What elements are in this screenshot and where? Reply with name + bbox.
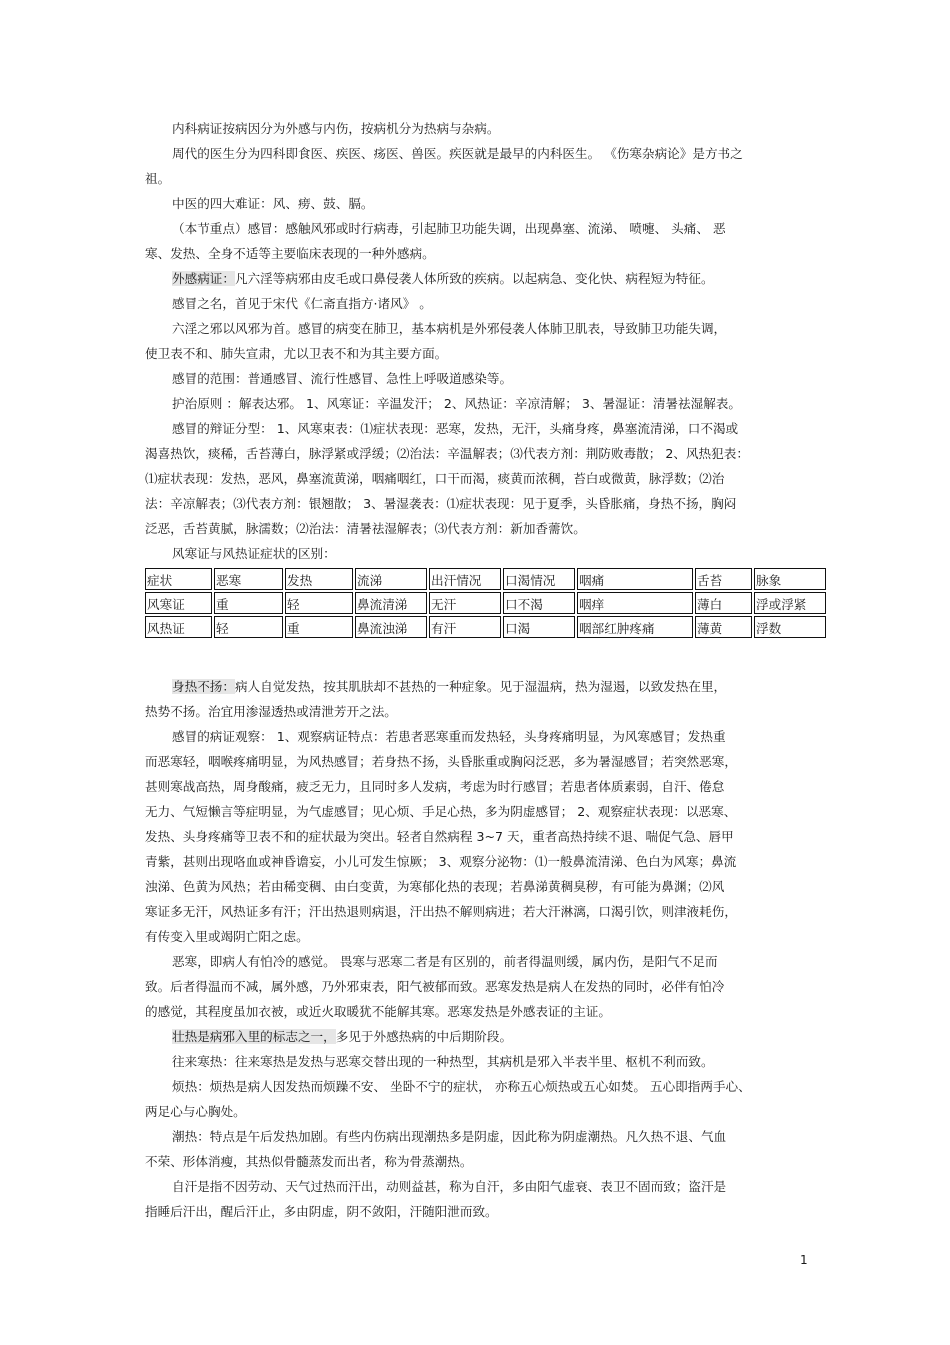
text-line [145,1149,805,1174]
text-line [145,1099,805,1124]
line-text: 甚则寒战高热，周身酸痛，疲乏无力，且同时多人发病，考虑为时行感冒；若患者体质素弱，自汗、倦怠 [145,779,725,794]
text-line [145,774,805,799]
paragraph [145,291,805,316]
text-line [145,849,805,874]
table-header-cell: 口渴情况 [503,568,575,590]
text-line [145,291,805,316]
paragraph [145,1024,805,1049]
table-header-cell: 流涕 [355,568,427,590]
paragraph [145,366,805,391]
line-text: 渴喜热饮，痰稀，舌苔薄白，脉浮紧或浮缓；⑵治法：辛温解表；⑶代表方剂：荆防败毒散； 2、风热犯表： [145,446,749,461]
line-text: 往来寒热：往来寒热是发热与恶寒交替出现的一种热型，其病机是邪入半表半里、枢机不利而致。 [172,1054,714,1069]
text-line [145,749,805,774]
line-text: 感冒的辩证分型： 1、风寒束表：⑴症状表现：恶寒，发热，无汗，头痛身疼，鼻塞流清涕，口不渴或 [172,421,739,436]
table-cell: 有汗 [429,616,501,638]
paragraph [145,1074,805,1124]
paragraph [145,141,805,191]
table-cell: 咽痒 [577,592,693,614]
line-text: 中医的四大难证：风、痨、鼓、膈。 [172,196,374,211]
text-line [145,116,805,141]
line-text: 周代的医生分为四科即食医、疾医、疡医、兽医。疾医就是最早的内科医生。 《伤寒杂病论》是方书之 [172,146,743,161]
text-line [145,541,805,566]
text-line [145,316,805,341]
text-line [145,516,805,541]
table-cell: 浮或浮紧 [754,592,826,614]
text-line [145,191,805,216]
text-line [145,724,805,749]
paragraph [145,1174,805,1224]
text-line [145,441,805,466]
table-cell: 口不渴 [503,592,575,614]
line-text: 风寒证与风热证症状的区别： [172,546,336,561]
line-text: 而恶寒轻，咽喉疼痛明显，为风热感冒；若身热不扬，头昏胀重或胸闷泛恶，多为暑湿感冒；若突然恶寒， [145,754,737,769]
paragraph [145,541,805,566]
line-text: 寒证多无汗，风热证多有汗；汗出热退则病退，汗出热不解则病进；若大汗淋漓，口渴引饮，则津液耗伤， [145,904,737,919]
line-text: 病人自觉发热，按其肌肤却不甚热的一种症象。见于湿温病，热为湿遏，以致发热在里， [234,679,727,694]
line-text: 发热、头身疼痛等卫表不和的症状最为突出。轻者自然病程 3~7 天，重者高热持续不退、喘促气急、唇甲 [145,829,734,844]
line-text: 感冒的病证观察： 1、观察病证特点：若患者恶寒重而发热轻，头身疼痛明显，为风寒感冒；发热重 [172,729,726,744]
paragraph [145,416,805,541]
highlighted-term: 身热不扬： [172,679,235,694]
table-row [145,616,826,638]
paragraph [145,191,805,216]
line-text: 不荣、形体消瘦，其热似骨髓蒸发而出者，称为骨蒸潮热。 [145,1154,473,1169]
paragraph [145,316,805,366]
text-line [145,466,805,491]
table-header-cell: 咽痛 [577,568,693,590]
table-header-row [145,568,826,590]
table-cell: 风寒证 [145,592,212,614]
paragraph [145,1124,805,1174]
line-text: 泛恶，舌苔黄腻，脉濡数；⑵治法：清暑祛湿解表；⑶代表方剂：新加香薷饮。 [145,521,586,536]
table-cell: 无汗 [429,592,501,614]
table-header-cell: 恶寒 [214,568,283,590]
text-line [145,1199,805,1224]
line-text: （本节重点）感冒：感触风邪或时行病毒，引起肺卫功能失调，出现鼻塞、流涕、 喷嚏、 头痛、 恶 [172,221,726,236]
table-cell: 轻 [214,616,283,638]
highlighted-term: 壮热是病邪入里的标志之一， [172,1029,336,1044]
line-text: 无力、气短懒言等症明显，为气虚感冒；见心烦、手足心热，多为阴虚感冒； 2、观察症状表现：以恶寒、 [145,804,737,819]
text-line [145,1024,805,1049]
line-text: 寒、发热、全身不适等主要临床表现的一种外感病。 [145,246,435,261]
text-line [145,924,805,949]
text-line [145,1174,805,1199]
paragraph [145,266,805,291]
text-line [145,1124,805,1149]
text-line [145,1074,805,1099]
line-text: 有传变入里或竭阴亡阳之虑。 [145,929,309,944]
text-line [145,416,805,441]
table-cell: 轻 [285,592,353,614]
table-header-cell: 出汗情况 [429,568,501,590]
text-line [145,241,805,266]
text-line [145,874,805,899]
text-line [145,266,805,291]
table-cell: 重 [214,592,283,614]
line-text: 感冒之名，首见于宋代《仁斋直指方·诸风》 。 [172,296,432,311]
line-text: 指睡后汗出，醒后汗止，多由阴虚，阴不敛阳，汗随阳泄而致。 [145,1204,498,1219]
text-line [145,141,805,166]
text-line [145,366,805,391]
line-text: 多见于外感热病的中后期阶段。 [335,1029,513,1044]
line-text: ⑴症状表现：发热，恶风，鼻塞流黄涕，咽痛咽红，口干而渴，痰黄而浓稠，苔白或微黄，脉浮数；⑵治 [145,471,725,486]
line-text: 自汗是指不因劳动、天气过热而汗出，动则益甚，称为自汗，多由阳气虚衰、表卫不固而致；盗汗是 [172,1179,727,1194]
line-text: 致。后者得温而不减，属外感，乃外邪束表，阳气被郁而致。恶寒发热是病人在发热的同时，必伴有怕冷 [145,979,725,994]
symptom-comparison-table [143,566,828,640]
text-line [145,699,805,724]
text-line [145,899,805,924]
page-number: 1 [800,1253,808,1267]
paragraph [145,949,805,1024]
text-line [145,391,805,416]
table-cell: 鼻流清涕 [355,592,427,614]
line-text: 浊涕、色黄为风热；若由稀变稠、由白变黄，为寒郁化热的表现；若鼻涕黄稠臭秽，有可能为鼻渊；⑵风 [145,879,725,894]
text-line [145,491,805,516]
table-cell: 薄黄 [695,616,752,638]
line-text: 使卫表不和、肺失宣肃，尤以卫表不和为其主要方面。 [145,346,448,361]
paragraph [145,674,805,724]
table-cell: 鼻流浊涕 [355,616,427,638]
line-text: 凡六淫等病邪由皮毛或口鼻侵袭人体所致的疾病。以起病急、变化快、病程短为特征。 [234,271,714,286]
line-text: 内科病证按病因分为外感与内伤，按病机分为热病与杂病。 [172,121,500,136]
table-cell: 浮数 [754,616,826,638]
line-text: 感冒的范围：普通感冒、流行性感冒、急性上呼吸道感染等。 [172,371,513,386]
line-text: 热势不扬。治宜用渗湿透热或清泄芳开之法。 [145,704,397,719]
line-text: 的感觉，其程度虽加衣被，或近火取暖犹不能解其寒。恶寒发热是外感表证的主证。 [145,1004,611,1019]
table-cell: 重 [285,616,353,638]
paragraph [145,216,805,266]
line-text: 法：辛凉解表；⑶代表方剂：银翘散； 3、暑湿袭表：⑴症状表现：见于夏季，头昏胀痛，身热不扬，胸闷 [145,496,737,511]
line-text: 恶寒，即病人有怕冷的感觉。 畏寒与恶寒二者是有区别的，前者得温则缓，属内伤，是阳气不足而 [172,954,718,969]
text-line [145,674,805,699]
text-line [145,799,805,824]
text-line [145,1049,805,1074]
table-header-cell: 症状 [145,568,212,590]
paragraph [145,1049,805,1074]
text-line [145,949,805,974]
text-line [145,999,805,1024]
paragraph [145,724,805,949]
line-text: 烦热：烦热是病人因发热而烦躁不安、 坐卧不宁的症状， 亦称五心烦热或五心如焚。 五心即指两手心、 [172,1079,751,1094]
table-row [145,592,826,614]
text-line [145,216,805,241]
table-cell: 薄白 [695,592,752,614]
line-text: 青紫，甚则出现咯血或神昏谵妄，小儿可发生惊厥； 3、观察分泌物：⑴一般鼻流清涕、色白为风寒；鼻流 [145,854,737,869]
text-line [145,166,805,191]
line-text: 六淫之邪以风邪为首。感冒的病变在肺卫，基本病机是外邪侵袭人体肺卫肌表，导致肺卫功能失调， [172,321,727,336]
text-line [145,824,805,849]
text-line [145,341,805,366]
table-cell: 咽部红肿疼痛 [577,616,693,638]
text-line [145,974,805,999]
table-header-cell: 发热 [285,568,353,590]
table-header-cell: 脉象 [754,568,826,590]
line-text: 祖。 [145,171,171,186]
table-header-cell: 舌苔 [695,568,752,590]
paragraph [145,391,805,416]
table-cell: 口渴 [503,616,575,638]
table-cell: 风热证 [145,616,212,638]
highlighted-term: 外感病证： [172,271,235,286]
line-text: 潮热：特点是午后发热加剧。有些内伤病出现潮热多是阴虚，因此称为阴虚潮热。凡久热不退、气血 [172,1129,727,1144]
line-text: 两足心与心胸处。 [145,1104,246,1119]
line-text: 护治原则 ：解表达邪。 1、风寒证：辛温发汗； 2、风热证：辛凉清解； 3、暑湿证：清暑祛湿解表。 [172,396,741,411]
paragraph [145,116,805,141]
